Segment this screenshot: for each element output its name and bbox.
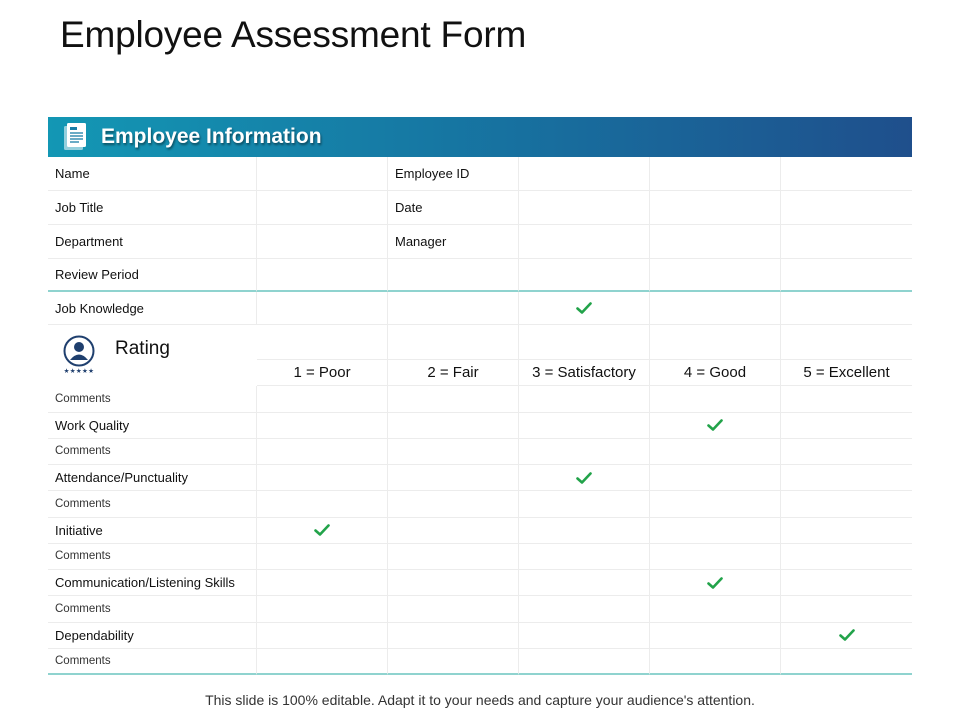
criterion-label: Dependability	[48, 623, 257, 649]
rating-cell-2[interactable]	[388, 413, 519, 439]
info-label-name: Name	[48, 157, 257, 191]
criterion-label: Attendance/Punctuality	[48, 465, 257, 491]
rating-cell-3[interactable]	[519, 518, 650, 544]
section-title: Employee Information	[101, 125, 322, 148]
footer-note: This slide is 100% editable. Adapt it to your needs and capture your audience's attention.	[205, 692, 755, 708]
rating-header-spacer-1	[257, 325, 388, 360]
rating-header-spacer-5	[781, 325, 912, 360]
comments-field[interactable]	[781, 596, 912, 622]
name-field[interactable]	[257, 157, 388, 191]
rating-cell-4[interactable]	[650, 465, 781, 491]
info-label-date: Date	[388, 191, 519, 225]
rating-cell-4[interactable]	[650, 623, 781, 649]
rating-cell-2[interactable]	[388, 465, 519, 491]
comments-field[interactable]	[781, 544, 912, 570]
info-label-manager: Manager	[388, 225, 519, 259]
checkmark-icon	[576, 302, 592, 314]
rating-header-spacer-2	[388, 325, 519, 360]
job-title-field[interactable]	[257, 191, 388, 225]
comments-label: Comments	[48, 596, 257, 622]
criterion-label: Work Quality	[48, 413, 257, 439]
comments-field[interactable]	[519, 439, 650, 465]
manager-field-extra[interactable]	[650, 225, 781, 259]
info-label-review-period: Review Period	[48, 259, 257, 292]
rating-cell-2[interactable]	[388, 570, 519, 596]
review-period-field-2[interactable]	[388, 259, 519, 292]
criterion-label: Job Knowledge	[48, 292, 257, 325]
rating-cell-2[interactable]	[388, 292, 519, 325]
review-period-field-5[interactable]	[781, 259, 912, 292]
checkmark-icon	[576, 472, 592, 484]
rating-stars: ★★★★★	[63, 368, 95, 376]
rating-cell-3[interactable]	[519, 292, 650, 325]
employee-id-field-extra-2[interactable]	[781, 157, 912, 191]
comments-field[interactable]	[781, 649, 912, 675]
comments-field[interactable]	[388, 649, 519, 675]
rating-cell-1[interactable]	[257, 518, 388, 544]
scale-header-1: 1 = Poor	[257, 360, 388, 386]
department-field[interactable]	[257, 225, 388, 259]
rating-cell-2[interactable]	[388, 518, 519, 544]
comments-field[interactable]	[519, 544, 650, 570]
rating-cell-5[interactable]	[781, 570, 912, 596]
date-field-extra[interactable]	[650, 191, 781, 225]
comments-field[interactable]	[781, 491, 912, 517]
info-label-department: Department	[48, 225, 257, 259]
comments-field[interactable]	[650, 649, 781, 675]
scale-header-4: 4 = Good	[650, 360, 781, 386]
scale-header-5: 5 = Excellent	[781, 360, 912, 386]
rating-cell-3[interactable]	[519, 465, 650, 491]
review-period-field-4[interactable]	[650, 259, 781, 292]
rating-cell-4[interactable]	[650, 292, 781, 325]
info-label-job-title: Job Title	[48, 191, 257, 225]
rating-cell-1[interactable]	[257, 623, 388, 649]
manager-field[interactable]	[519, 225, 650, 259]
comments-field[interactable]	[388, 544, 519, 570]
rating-label: Rating	[115, 337, 170, 359]
comments-field[interactable]	[650, 596, 781, 622]
rating-header-spacer-3	[519, 325, 650, 360]
rating-cell-5[interactable]	[781, 623, 912, 649]
rating-cell-3[interactable]	[519, 570, 650, 596]
rating-cell-5[interactable]	[781, 413, 912, 439]
comments-field[interactable]	[388, 491, 519, 517]
section-header-employee-information	[48, 117, 912, 157]
checkmark-icon	[839, 629, 855, 641]
comments-field[interactable]	[257, 386, 388, 412]
employee-id-field-extra[interactable]	[650, 157, 781, 191]
comments-field[interactable]	[257, 491, 388, 517]
comments-field[interactable]	[388, 596, 519, 622]
comments-field[interactable]	[257, 649, 388, 675]
comments-label: Comments	[48, 649, 257, 675]
rating-cell-4[interactable]	[650, 518, 781, 544]
rating-cell-3[interactable]	[519, 623, 650, 649]
review-period-field-3[interactable]	[519, 259, 650, 292]
comments-field[interactable]	[257, 596, 388, 622]
rating-cell-4[interactable]	[650, 413, 781, 439]
checkmark-icon	[707, 577, 723, 589]
rating-cell-5[interactable]	[781, 518, 912, 544]
date-field-extra-2[interactable]	[781, 191, 912, 225]
comments-label: Comments	[48, 491, 257, 517]
manager-field-extra-2[interactable]	[781, 225, 912, 259]
comments-field[interactable]	[519, 649, 650, 675]
comments-field[interactable]	[781, 386, 912, 412]
comments-field[interactable]	[388, 439, 519, 465]
review-period-field[interactable]	[257, 259, 388, 292]
rating-cell-1[interactable]	[257, 292, 388, 325]
checkmark-icon	[707, 419, 723, 431]
rating-cell-2[interactable]	[388, 623, 519, 649]
rating-cell-3[interactable]	[519, 413, 650, 439]
rating-header-spacer-4	[650, 325, 781, 360]
comments-field[interactable]	[519, 596, 650, 622]
rating-header	[48, 325, 257, 386]
comments-field[interactable]	[650, 544, 781, 570]
comments-field[interactable]	[650, 491, 781, 517]
user-rating-icon	[60, 335, 98, 376]
rating-cell-1[interactable]	[257, 465, 388, 491]
rating-cell-1[interactable]	[257, 570, 388, 596]
assessment-table	[48, 157, 912, 675]
page-title: Employee Assessment Form	[60, 14, 527, 55]
rating-cell-5[interactable]	[781, 292, 912, 325]
comments-field[interactable]	[781, 439, 912, 465]
comments-field[interactable]	[257, 544, 388, 570]
comments-field[interactable]	[650, 439, 781, 465]
info-label-employee-id: Employee ID	[388, 157, 519, 191]
comments-label: Comments	[48, 386, 257, 412]
comments-field[interactable]	[519, 491, 650, 517]
document-icon	[61, 121, 91, 153]
rating-cell-4[interactable]	[650, 570, 781, 596]
comments-label: Comments	[48, 439, 257, 465]
scale-header-3: 3 = Satisfactory	[519, 360, 650, 386]
criterion-label: Initiative	[48, 518, 257, 544]
comments-field[interactable]	[519, 386, 650, 412]
checkmark-icon	[314, 524, 330, 536]
rating-cell-1[interactable]	[257, 413, 388, 439]
comments-field[interactable]	[650, 386, 781, 412]
date-field[interactable]	[519, 191, 650, 225]
comments-field[interactable]	[257, 439, 388, 465]
criterion-label: Communication/Listening Skills	[48, 570, 257, 596]
rating-cell-5[interactable]	[781, 465, 912, 491]
employee-id-field[interactable]	[519, 157, 650, 191]
comments-label: Comments	[48, 544, 257, 570]
comments-field[interactable]	[388, 386, 519, 412]
scale-header-2: 2 = Fair	[388, 360, 519, 386]
